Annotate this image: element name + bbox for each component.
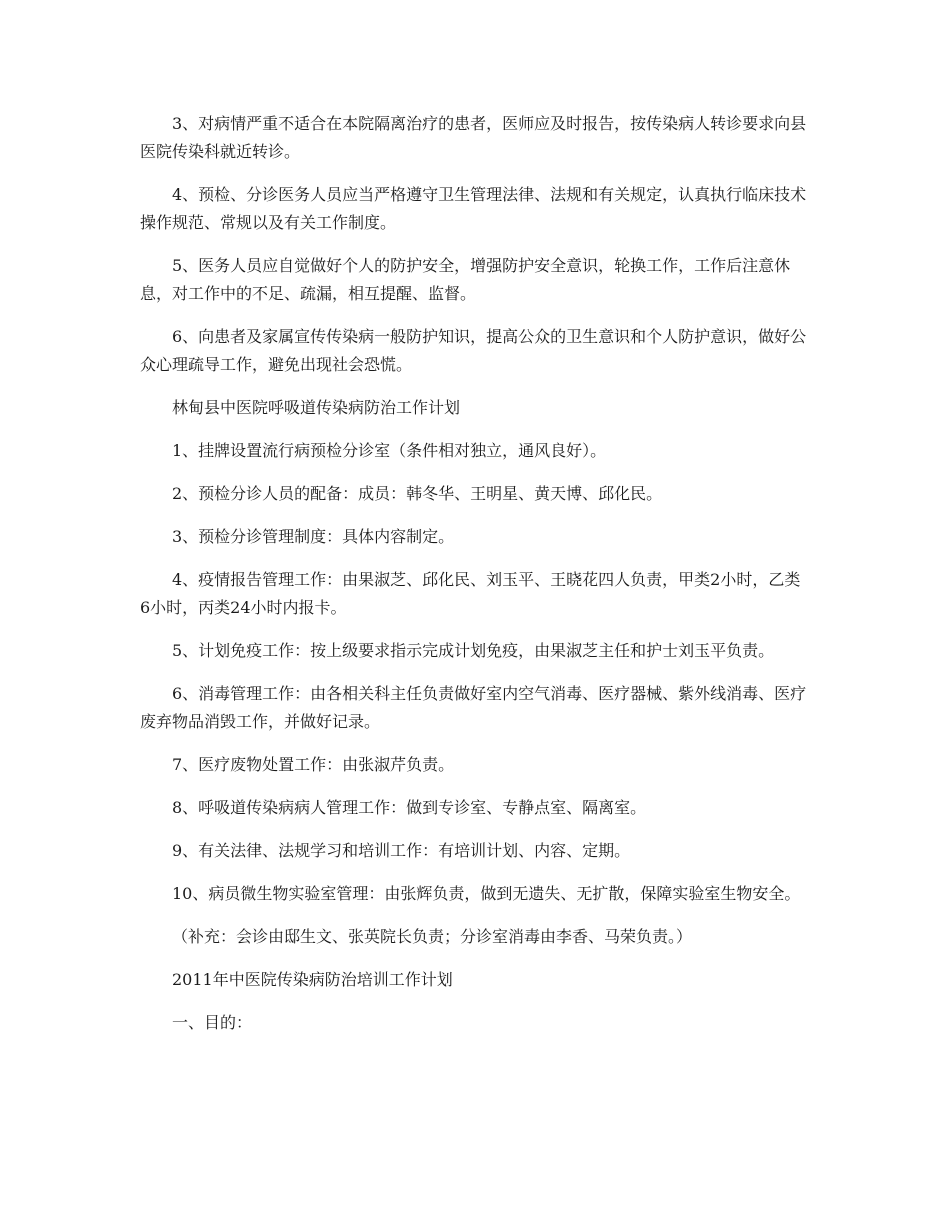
paragraph-item-8: 8、呼吸道传染病病人管理工作：做到专诊室、专静点室、隔离室。 bbox=[172, 798, 647, 817]
paragraph-triage-staff-rules: 4、预检、分诊医务人员应当严格遵守卫生管理法律、法规和有关规定，认真执行临床技术操作规范、常规以及有关工作制度。 bbox=[140, 185, 807, 232]
paragraph-referral: 3、对病情严重不适合在本院隔离治疗的患者，医师应及时报告，按传染病人转诊要求向县医院传染科就近转诊。 bbox=[140, 114, 807, 161]
paragraph-item-4: 4、疫情报告管理工作：由果淑芝、邱化民、刘玉平、王晓花四人负责，甲类2小时，乙类6小时，丙类24小时内报卡。 bbox=[140, 570, 801, 617]
paragraph-item-3: 3、预检分诊管理制度：具体内容制定。 bbox=[172, 527, 455, 546]
paragraph-public-education: 6、向患者及家属宣传传染病一般防护知识，提高公众的卫生意识和个人防护意识，做好公众心理疏导工作，避免出现社会恐慌。 bbox=[140, 327, 807, 374]
paragraph-item-7: 7、医疗废物处置工作：由张淑芹负责。 bbox=[172, 755, 455, 774]
section-heading-plan: 林甸县中医院呼吸道传染病防治工作计划 bbox=[172, 398, 461, 417]
paragraph-supplement-note: （补充：会诊由邸生文、张英院长负责；分诊室消毒由李香、马荣负责。） bbox=[172, 927, 693, 946]
paragraph-item-6: 6、消毒管理工作：由各相关科主任负责做好室内空气消毒、医疗器械、紫外线消毒、医疗废弃物品消毁工作，并做好记录。 bbox=[140, 684, 807, 731]
paragraph-staff-protection: 5、医务人员应自觉做好个人的防护安全，增强防护安全意识，轮换工作，工作后注意休息，对工作中的不足、疏漏，相互提醒、监督。 bbox=[140, 256, 791, 303]
paragraph-item-1: 1、挂牌设置流行病预检分诊室（条件相对独立，通风良好）。 bbox=[172, 441, 607, 460]
paragraph-item-10: 10、病员微生物实验室管理：由张辉负责，做到无遗失、无扩散，保障实验室生物安全。 bbox=[172, 884, 801, 903]
document-body bbox=[140, 110, 808, 1052]
paragraph-item-5: 5、计划免疫工作：按上级要求指示完成计划免疫，由果淑芝主任和护士刘玉平负责。 bbox=[172, 641, 775, 660]
paragraph-item-9: 9、有关法律、法规学习和培训工作：有培训计划、内容、定期。 bbox=[172, 841, 631, 860]
section-heading-training-plan: 2011年中医院传染病防治培训工作计划 bbox=[172, 970, 453, 989]
paragraph-item-2: 2、预检分诊人员的配备：成员：韩冬华、王明星、黄天博、邱化民。 bbox=[172, 484, 663, 503]
subheading-purpose: 一、目的： bbox=[172, 1013, 253, 1032]
